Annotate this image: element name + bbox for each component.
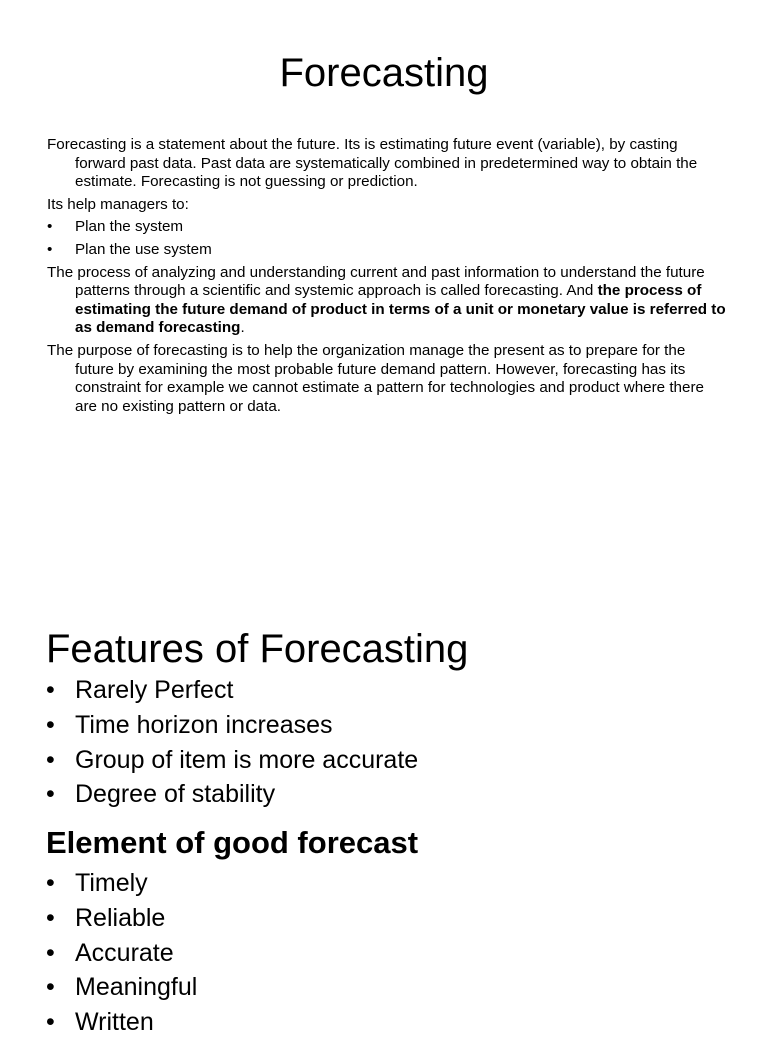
element-item: • Meaningful xyxy=(46,970,726,1005)
elements-list xyxy=(46,866,726,1040)
list-item: • Plan the use system xyxy=(47,241,727,260)
list-item: • Plan the system xyxy=(47,218,727,237)
feature-item: • Time horizon increases xyxy=(46,708,726,743)
slide-title: Forecasting xyxy=(279,51,489,95)
elements-heading: Element of good forecast xyxy=(46,825,419,860)
paragraph-process xyxy=(47,264,727,338)
paragraph-purpose: The purpose of forecasting is to help the organization manage the present as to prepare for the future by examining the most probable future demand pattern. However, forecasting has its constraint for example we cannot estimate a pattern for technologies and product where there are no existing pattern or data. xyxy=(47,341,704,415)
features-list xyxy=(46,673,726,812)
demand-forecasting-definition: the process of estimating the future demand of product in terms of a unit or monetary value is referred to as demand forecasting xyxy=(75,282,726,337)
feature-item: • Degree of stability xyxy=(46,777,726,812)
element-item: • Written xyxy=(46,1005,726,1040)
element-item: • Accurate xyxy=(46,936,726,971)
paragraph-definition: Forecasting is a statement about the future. Its is estimating future event (variable), by casting forward past data. Past data are systematically combined in predetermined way to obtain the estimate. Forecasting is not guessing or prediction. xyxy=(47,136,698,191)
element-item: • Timely xyxy=(46,866,726,901)
slide-body xyxy=(47,136,727,420)
process-text: The process of analyzing and understanding current and past information to understand the future patterns through a scientific and systemic approach is called forecasting. And xyxy=(47,263,705,300)
feature-item: • Rarely Perfect xyxy=(46,673,726,708)
paragraph-managers-intro: Its help managers to: xyxy=(47,195,189,213)
process-end: . xyxy=(240,319,245,337)
element-item: • Reliable xyxy=(46,901,726,936)
features-title: Features of Forecasting xyxy=(46,627,469,671)
feature-item: • Group of item is more accurate xyxy=(46,743,726,778)
